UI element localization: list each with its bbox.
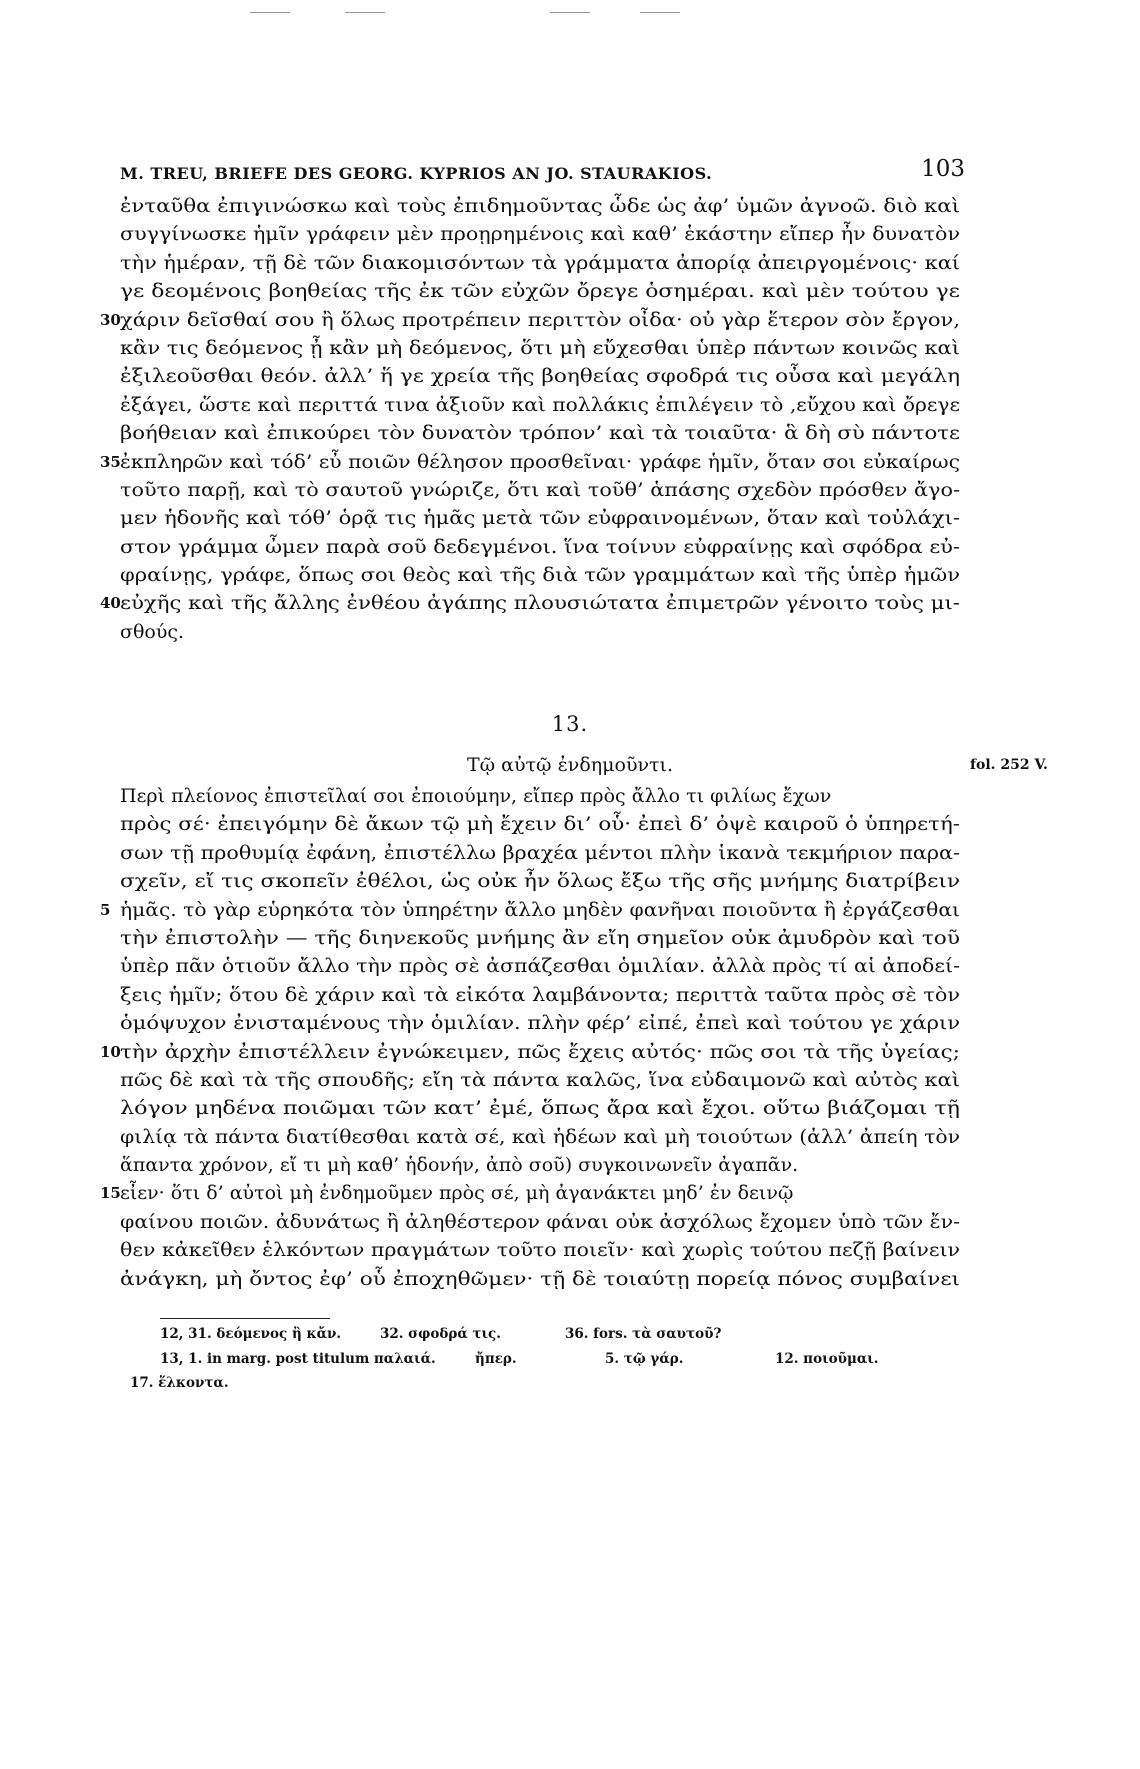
text-line xyxy=(120,1236,960,1264)
page-header xyxy=(120,156,965,190)
text-line xyxy=(120,952,960,980)
text-line xyxy=(120,867,960,895)
footnote: 12. ποιοῦμαι. xyxy=(775,1351,879,1367)
line-text: ὑπὲρ πᾶν ὁτιοῦν ἄλλο τὴν πρὸς σὲ ἀσπάζεσθαι ὁμιλίαν. ἀλλὰ πρὸς τί αἱ ἀποδεί- xyxy=(120,955,960,978)
line-text: μεν ἡδονῆς καὶ τόθ’ ὁρᾷ τις ἡμᾶς μετὰ τῶν εὐφραινομένων, ὅταν καὶ τοὐλάχι- xyxy=(120,507,960,530)
line-text: χάριν δεῖσθαί σου ἢ ὅλως προτρέπειν περιττὸν οἶδα· οὐ γὰρ ἕτερον σὸν ἔργον, xyxy=(120,308,960,331)
text-line xyxy=(120,476,960,504)
footnote: 12, 31. δεόμενος ἢ κἄν. xyxy=(160,1326,342,1342)
text-line xyxy=(120,220,960,248)
line-text: σθούς. xyxy=(120,620,185,643)
line-text: φιλίᾳ τὰ πάντα διατίθεσθαι κατὰ σέ, καὶ ἡδέων καὶ μὴ τοιούτων (ἀλλ’ ἀπείη τὸν xyxy=(120,1125,961,1148)
line-text: πρὸς σέ· ἐπειγόμην δὲ ἄκων τῷ μὴ ἔχειν δι’ οὗ· ἐπεὶ δ’ ὀψὲ καιροῦ ὁ ὑπηρετή- xyxy=(120,813,960,836)
text-line xyxy=(120,277,960,305)
text-line xyxy=(120,1208,960,1236)
text-line xyxy=(100,1179,960,1207)
text-block-letter-13 xyxy=(100,782,961,1293)
line-number: 15 xyxy=(100,1184,121,1203)
page-number: 103 xyxy=(921,156,965,182)
text-line xyxy=(120,1094,960,1122)
text-line xyxy=(120,924,960,952)
line-text: στον γράμμα ὦμεν παρὰ σοῦ δεδεγμένοι. ἵνα τοίνυν εὐφραίνῃς καὶ σφόδρα εὐ- xyxy=(120,535,960,558)
text-line xyxy=(120,362,960,390)
text-line xyxy=(120,1151,960,1179)
text-line xyxy=(120,249,960,277)
text-line xyxy=(120,1009,960,1037)
line-text: ἐξάγει, ὥστε καὶ περιττά τινα ἀξιοῦν καὶ πολλάκις ἐπιλέγειν τὸ ‚εὔχου καὶ ὄρεγε xyxy=(120,393,960,416)
line-text: φραίνῃς, γράφε, ὅπως σοι θεὸς καὶ τῆς διὰ τῶν γραμμάτων καὶ τῆς ὑπὲρ ἡμῶν xyxy=(120,564,960,587)
text-line xyxy=(120,981,960,1009)
footnote: ἤπερ. xyxy=(475,1351,517,1367)
text-line xyxy=(120,419,960,447)
footnote: 17. ἕλκοντα. xyxy=(130,1375,229,1391)
footnote-row xyxy=(120,1375,980,1399)
text-block-letter-12-end xyxy=(100,192,961,646)
line-text: τὴν ἀρχὴν ἐπιστέλλειν ἐγνώκειμεν, πῶς ἔχεις αὐτός· πῶς σοι τὰ τῆς ὑγείας; xyxy=(120,1040,960,1063)
text-line xyxy=(120,1123,960,1151)
line-text: ἡμᾶς. τὸ γὰρ εὑρηκότα τὸν ὑπηρέτην ἄλλο μηδὲν φανῆναι ποιοῦντα ἢ ἐργάζεσθαι xyxy=(120,898,960,921)
line-text: σων τῇ προθυμίᾳ ἐφάνη, ἐπιστέλλω βραχέα μέντοι πλὴν ἱκανὰ τεκμήριον παρα- xyxy=(120,841,960,864)
section-number: 13. xyxy=(551,712,589,736)
footnote: 32. σφοδρά τις. xyxy=(380,1326,501,1342)
line-text: τὴν ἡμέραν, τῇ δὲ τῶν διακομισόντων τὰ γράμματα ἀπορίᾳ ἀπειργομένοις· καί xyxy=(120,251,960,274)
section-heading: Τῷ αὐτῷ ἐνδημοῦντι. xyxy=(466,754,674,776)
text-line xyxy=(120,504,960,532)
footnote-row xyxy=(120,1351,980,1375)
line-text: ὁμόψυχον ἐνισταμένους τὴν ὁμιλίαν. πλὴν φέρ’ εἰπέ, ἐπεὶ καὶ τούτου γε χάριν xyxy=(120,1012,960,1035)
line-text: τὴν ἐπιστολὴν — τῆς διηνεκοῦς μνήμης ἂν εἴη σημεῖον οὐκ ἀμυδρὸν καὶ τοῦ xyxy=(120,926,960,949)
line-text: ἐνταῦθα ἐπιγινώσκω καὶ τοὺς ἐπιδημοῦντας ὧδε ὡς ἀφ’ ὑμῶν ἀγνοῶ. διὸ καὶ xyxy=(120,195,960,217)
text-line xyxy=(120,782,960,810)
footnote-rule xyxy=(160,1318,330,1319)
line-text: γε δεομένοις βοηθείας τῆς ἐκ τῶν εὐχῶν ὄρεγε ὁσημέραι. καὶ μὲν τούτου γε xyxy=(120,280,960,303)
line-number: 40 xyxy=(100,594,121,613)
text-line xyxy=(120,810,960,838)
top-scan-marks xyxy=(250,12,710,16)
footnote: 13, 1. in marg. post titulum παλαιά. xyxy=(160,1351,436,1367)
line-text: ἐξιλεοῦσθαι θεόν. ἀλλ’ ἥ γε χρεία τῆς βοηθείας σφοδρά τις οὖσα καὶ μεγάλη xyxy=(120,365,961,388)
text-line xyxy=(120,192,960,220)
line-text: εὐχῆς καὶ τῆς ἄλλης ἐνθέου ἀγάπης πλουσιώτατα ἐπιμετρῶν γένοιτο τοὺς μι- xyxy=(120,592,961,615)
text-line xyxy=(100,589,961,617)
footnote: 36. fors. τὰ σαυτοῦ? xyxy=(565,1326,722,1342)
text-line xyxy=(100,306,960,334)
text-line xyxy=(120,561,960,589)
text-line xyxy=(120,533,960,561)
line-text: τοῦτο παρῇ, καὶ τὸ σαυτοῦ γνώριζε, ὅτι καὶ τοῦθ’ ἁπάσης σχεδὸν πρόσθεν ἄγο- xyxy=(120,478,960,501)
line-text: ἀνάγκη, μὴ ὄντος ἐφ’ οὗ ἐποχηθῶμεν· τῇ δὲ τοιαύτῃ πορείᾳ πόνος συμβαίνει xyxy=(120,1267,960,1290)
line-text: ἅπαντα χρόνον, εἴ τι μὴ καθ’ ἡδονήν, ἀπὸ σοῦ) συγκοινωνεῖν ἀγαπᾶν. xyxy=(120,1154,799,1177)
folio-margin-note: fol. 252 V. xyxy=(970,757,1048,773)
line-number: 35 xyxy=(100,452,121,471)
line-text: ἐκπληρῶν καὶ τόδ’ εὖ ποιῶν θέλησον προσθεῖναι· γράφε ἡμῖν, ὅταν σοι εὐκαίρως xyxy=(120,450,960,473)
footnote-row xyxy=(120,1326,980,1350)
line-text: πῶς δὲ καὶ τὰ τῆς σπουδῆς; εἴη τὰ πάντα καλῶς, ἵνα εὐδαιμονῶ καὶ αὐτὸς καὶ xyxy=(120,1068,960,1091)
text-line xyxy=(120,839,960,867)
text-line xyxy=(120,1265,960,1293)
line-text: βοήθειαν καὶ ἐπικούρει τὸν δυνατὸν τρόπον’ καὶ τὰ τοιαῦτα· ἃ δὴ σὺ πάντοτε xyxy=(120,422,960,445)
line-text: συγγίνωσκε ἡμῖν γράφειν μὲν προῃρημένοις καὶ καθ’ ἑκάστην εἴπερ ἦν δυνατὸν xyxy=(120,223,960,246)
text-line xyxy=(100,448,960,476)
text-line xyxy=(120,618,960,646)
line-number: 5 xyxy=(100,900,111,919)
line-text: ξεις ἡμῖν; ὅτου δὲ χάριν καὶ τὰ εἰκότα λαμβάνοντα; περιττὰ ταῦτα πρὸς σὲ τὸν xyxy=(120,983,960,1006)
text-line xyxy=(120,1066,960,1094)
line-number: 30 xyxy=(100,310,121,329)
text-line xyxy=(120,334,960,362)
line-text: σχεῖν, εἴ τις σκοπεῖν ἐθέλοι, ὡς οὐκ ἦν ὅλως ἔξω τῆς σῆς μνήμης διατρίβειν xyxy=(120,870,960,893)
footnote: 5. τῷ γάρ. xyxy=(605,1351,684,1367)
text-line xyxy=(120,391,960,419)
text-line xyxy=(100,896,960,924)
text-line xyxy=(100,1038,960,1066)
line-text: Περὶ πλείονος ἐπιστεῖλαί σοι ἐποιούμην, εἴπερ πρὸς ἄλλο τι φιλίως ἔχων xyxy=(120,785,832,807)
line-text: φαίνου ποιῶν. ἀδυνάτως ἢ ἀληθέστερον φάναι οὐκ ἀσχόλως ἔχομεν ὑπὸ τῶν ἔν- xyxy=(120,1210,960,1233)
running-title: M. TREU, BRIEFE DES GEORG. KYPRIOS AN JO. STAURAKIOS. xyxy=(120,164,713,183)
line-text: κἂν τις δεόμενος ᾖ κἂν μὴ δεόμενος, ὅτι μὴ εὔχεσθαι ὑπὲρ πάντων κοινῶς καὶ xyxy=(120,336,960,359)
line-text: λόγον μηδένα ποιῶμαι τῶν κατ’ ἐμέ, ὅπως ἄρα καὶ ἔχοι. οὕτω βιάζομαι τῇ xyxy=(120,1097,960,1120)
line-text: εἶεν· ὅτι δ’ αὐτοὶ μὴ ἐνδημοῦμεν πρὸς σέ, μὴ ἀγανάκτει μηδ’ ἐν δεινῷ xyxy=(120,1182,794,1205)
line-text: θεν κἀκεῖθεν ἑλκόντων πραγμάτων τοῦτο ποιεῖν· καὶ χωρὶς τούτου πεζῇ βαίνειν xyxy=(120,1239,960,1262)
line-number: 10 xyxy=(100,1042,121,1061)
